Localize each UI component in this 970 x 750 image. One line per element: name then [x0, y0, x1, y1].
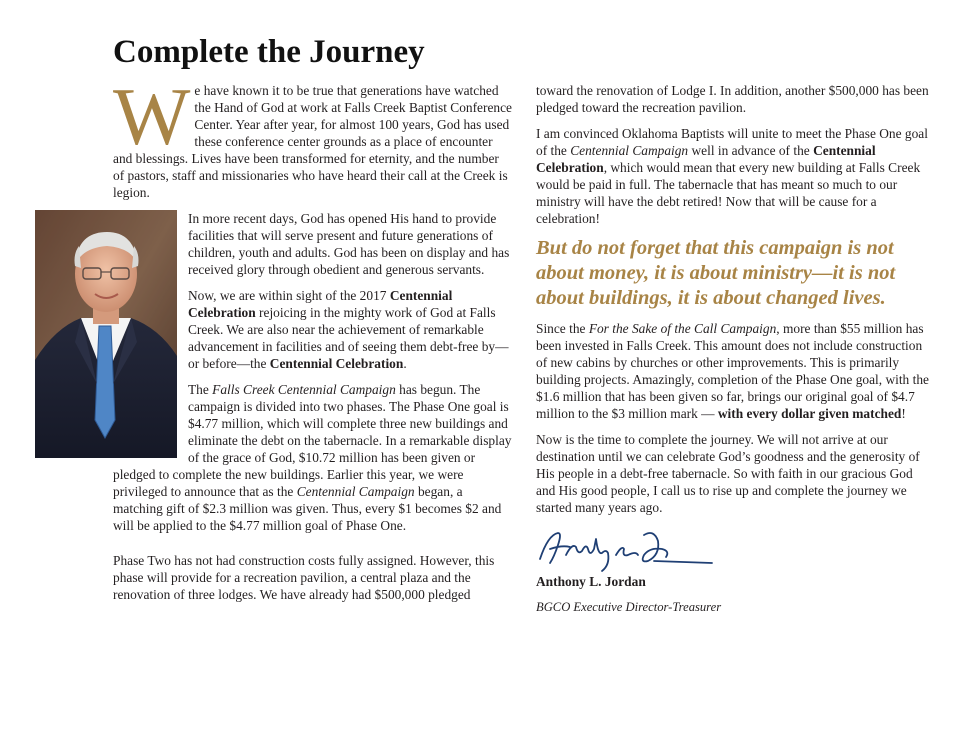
bold-run: Centennial Celebration — [536, 143, 876, 175]
italic-run: For the Sake of the Call Campaign — [588, 321, 777, 336]
text-run: rejoicing in the mighty work of God at Falls Creek. We are also near the achievement of remarkable advancement in facilities and of seeing them debt-free by—or before—the — [188, 305, 509, 371]
text-run: well in advance of the — [688, 143, 814, 158]
text-run: I am convinced Oklahoma Baptists will unite to meet the Phase One goal of the — [536, 126, 928, 158]
paragraph-convinced — [536, 125, 932, 227]
italic-run: Centennial Campaign — [570, 143, 689, 158]
paragraph-intro-text: e have known it to be true that generations have watched the Hand of God at work at Falls Creek Baptist Conference Center. Year after year, for almost 100 years, God has used these conference center grounds as a place of encounter and blessings. Lives have been transformed for eternity, and the number of pastors, staff and missionaries who have heard their call at the Creek is legion. — [113, 83, 512, 200]
left-column — [113, 71, 513, 612]
pull-quote: But do not forget that this campaign is not about money, it is about ministry—it is not about buildings, it is about changed lives. — [536, 237, 896, 309]
paragraph-closing — [536, 431, 932, 516]
drop-cap: W — [113, 71, 191, 162]
text-run: , which would mean that every new building at Falls Creek would be paid in full. The tabernacle that has meant so much to our ministry will have the debt retired! Now that will be cause for a celebration! — [536, 160, 921, 226]
text-run: Now, we are within sight of the 2017 — [188, 288, 390, 303]
page-title: Complete the Journey — [113, 34, 425, 70]
text-run: Since the — [536, 321, 589, 336]
text-run: has begun. The campaign is divided into two phases. The Phase One goal is $4.77 million, which will complete three new buildings and eliminate the debt on the tabernacle. In a remarkable display of the grace of God, $10.72 million has been given or pledged to complete the new buildings. Earlier this year, we were privileged to announce that as the — [113, 382, 512, 499]
signatory-title: BGCO Executive Director-Treasurer — [536, 600, 722, 614]
italic-run: Centennial Campaign — [296, 484, 415, 499]
signature — [536, 525, 932, 573]
paragraph-lodge — [536, 82, 932, 116]
text-run: . — [403, 356, 407, 371]
portrait-photo — [35, 210, 177, 458]
paragraph-lodge-text: toward the renovation of Lodge I. In addition, another $500,000 has been pledged toward the recreation pavilion. — [536, 83, 929, 115]
paragraph-closing-text: Now is the time to complete the journey. We will not arrive at our destination until we can celebrate God’s goodness and the generosity of His people in a debt-free tabernacle. So with faith in our gracious God and His good people, I call us to rise up and complete the journey we started many years ago. — [536, 432, 920, 515]
italic-run: Falls Creek Centennial Campaign — [212, 382, 396, 397]
paragraph-facilities-text: In more recent days, God has opened His hand to provide facilities that will serve present and future generations of children, youth and adults. God has been on display and has received glory through obedient and generous servants. — [188, 211, 510, 277]
bold-run: Centennial Celebration — [188, 288, 453, 320]
bold-run: Centennial Celebration — [269, 356, 404, 371]
paragraph-sake-of-call — [536, 320, 932, 422]
text-run: ! — [901, 406, 906, 421]
paragraph-phase-two-text: Phase Two has not had construction costs fully assigned. However, this phase will provide for a recreation pavilion, a central plaza and the renovation of three lodges. We have already had $500,000 pledged — [113, 553, 495, 602]
text-run: began, a matching gift of $2.3 million was given. Thus, every $1 becomes $2 and will be applied to the $4.77 million goal of Phase One. — [113, 484, 502, 533]
signatory-name: Anthony L. Jordan — [536, 574, 646, 589]
paragraph-phase-two — [113, 552, 513, 603]
text-run: The — [188, 382, 213, 397]
right-column — [536, 82, 932, 625]
bold-run: with every dollar given matched — [717, 406, 902, 421]
text-run: , more than $55 million has been invested in Falls Creek. This amount does not include construction of new cabins by churches or other improvements. This is primarily building projects. Amazingly, completion of the Phase One goal, with the $1.6 million that has been given so far, brings our original goal of $4.7 million to the $3 million mark — — [536, 321, 929, 421]
